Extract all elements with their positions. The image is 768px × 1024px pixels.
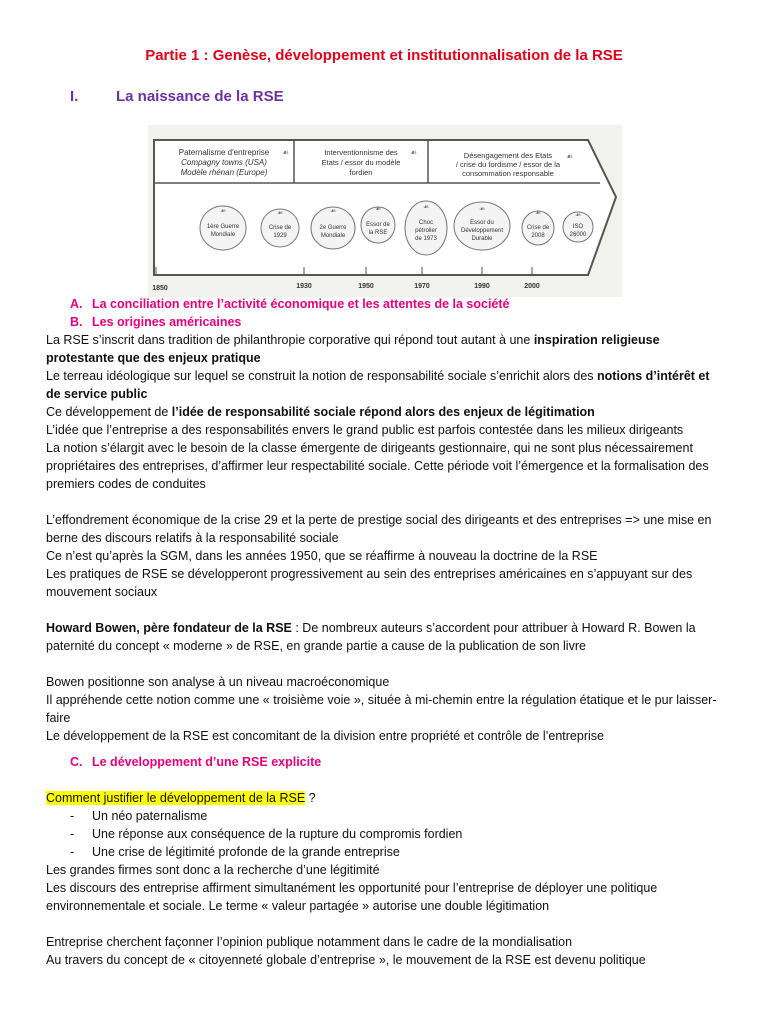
paragraph: La notion s’élargit avec le besoin de la classe émergente de dirigeants gestionnaire, qui ne sont plus nécessairement propriétaires des entreprises, d’affirmer leur respectabilité sociale. Cette période voit l’émergence et la formalisation des premiers codes de conduites — [46, 441, 709, 491]
event-3-line-1: 2e Guerre — [319, 225, 347, 231]
section-label: La naissance de la RSE — [116, 88, 284, 105]
list-item — [46, 807, 718, 825]
paragraph: Il appréhende cette notion comme une « troisième voie », située à mi-chemin entre la régulation étatique et le pur laisser-faire — [46, 693, 717, 725]
paragraph: Bowen positionne son analyse à un niveau macroéconomique — [46, 675, 390, 689]
paragraph: Le développement de la RSE est concomitant de la division entre propriété et contrôle de l’entreprise — [46, 729, 604, 743]
subheading-c-label: Le développement d’une RSE explicite — [92, 755, 322, 769]
paragraph: L’idée que l’entreprise a des responsabilités envers le grand public est parfois contestée dans les milieux dirigeants — [46, 423, 684, 437]
subheading-b-letter: B. — [70, 315, 83, 329]
paragraph: Ce n’est qu’après la SGM, dans les années 1950, que se réaffirme à nouveau la doctrine de la RSE — [46, 549, 598, 563]
subheading-c — [70, 755, 321, 769]
globe-icon: ☙ — [282, 148, 290, 157]
year-label: 1970 — [414, 283, 430, 290]
paragraph-bold: inspiration religieuse protestante que des enjeux pratique — [46, 333, 660, 365]
spacer — [46, 601, 718, 619]
globe-icon: ☙ — [219, 208, 227, 215]
globe-icon: ☙ — [276, 210, 284, 217]
period-1-line-1: Paternalisme d'entreprise — [178, 148, 270, 157]
event-1-line-2: Mondiale — [210, 232, 236, 238]
paragraph: Les grandes firmes sont donc a la recherche d’une légitimité — [46, 863, 380, 877]
globe-icon: ☙ — [422, 204, 430, 211]
paragraph: Entreprise cherchent façonner l’opinion publique notamment dans le cadre de la mondialisation — [46, 935, 573, 949]
page-title: Partie 1 : Genèse, développement et institutionnalisation de la RSE — [145, 47, 623, 64]
globe-icon: ☙ — [374, 206, 382, 213]
globe-icon: ☙ — [534, 210, 542, 217]
list-item-text: Une crise de légitimité profonde de la grande entreprise — [92, 845, 400, 859]
period-3-line-3: consommation responsable — [462, 169, 554, 178]
event-8-line-2: 26000 — [569, 232, 587, 238]
event-4-line-1: Essor de — [366, 222, 390, 228]
event-6-line-2: Développement — [460, 228, 504, 234]
paragraph: Les discours des entreprise affirment simultanément les opportunité pour l’entreprise de déployer une politique environnementale et sociale. Le terme « valeur partagée » autorise une double légitimation — [46, 881, 658, 913]
list-item-text: Une réponse aux conséquence de la rupture du compromis fordien — [92, 827, 463, 841]
highlighted-question: Comment justifier le développement de la RSE — [46, 791, 306, 805]
paragraph: Au travers du concept de « citoyenneté globale d’entreprise », le mouvement de la RSE est devenu politique — [46, 953, 646, 967]
period-2-line-1: Interventionnisme des — [324, 148, 398, 157]
subheading-a-label: La conciliation entre l’activité économique et les attentes de la société — [92, 297, 510, 311]
timeline-diagram — [148, 125, 622, 297]
paragraph-text: Le terreau idéologique sur lequel se construit la notion de responsabilité sociale s’enrichit alors des — [46, 369, 598, 383]
question-mark: ? — [305, 791, 316, 805]
rse-timeline-figure — [148, 125, 622, 297]
spacer — [46, 493, 718, 511]
paragraph-text: : De nombreux auteurs s’accordent pour attribuer à Howard R. Bowen la paternité du concept « moderne » de RSE, en grande partie a cause de la publication de son livre — [46, 621, 696, 653]
section-heading — [70, 88, 284, 105]
event-8-line-1: ISO — [572, 224, 584, 230]
paragraph-bold: l’idée de responsabilité sociale répond alors des enjeux de légitimation — [171, 405, 595, 419]
spacer — [46, 655, 718, 673]
event-2-line-1: Crise de — [268, 225, 292, 231]
event-6-line-3: Durable — [471, 236, 493, 242]
paragraph — [46, 331, 718, 367]
paragraph-bold: Howard Bowen, père fondateur de la RSE — [46, 621, 292, 635]
event-7-line-2: 2008 — [531, 233, 545, 239]
year-label: 2000 — [524, 283, 540, 290]
globe-icon: ☙ — [329, 208, 337, 215]
paragraph — [46, 619, 718, 655]
subheading-a-letter: A. — [70, 297, 83, 311]
period-3-line-2: / crise du fordisme / essor de la — [455, 160, 561, 169]
event-7-line-1: Crise de — [526, 225, 550, 231]
globe-icon: ☙ — [478, 206, 486, 213]
period-3-line-1: Désengagement des Etats — [463, 151, 553, 160]
paragraph-bold: notions d’intérêt et de service public — [46, 369, 710, 401]
subheading-a — [70, 297, 510, 311]
subheading-c-letter: C. — [70, 755, 83, 769]
event-6-line-1: Essor du — [470, 220, 494, 226]
list-item — [46, 843, 718, 861]
year-label: 1930 — [296, 283, 312, 290]
paragraph: L’effondrement économique de la crise 29 et la perte de prestige social des dirigeants et des entreprises => une mise en berne des discours relatifs à la responsabilité sociale — [46, 513, 712, 545]
paragraph-text: La RSE s’inscrit dans tradition de philanthropie corporative qui répond tout autant à une — [46, 333, 534, 347]
dash-bullet-icon: - — [70, 809, 75, 823]
event-3-line-2: Mondiale — [320, 233, 346, 239]
event-5-line-3: de 1973 — [415, 236, 437, 242]
dash-bullet-icon: - — [70, 845, 75, 859]
section-number: I. — [70, 88, 79, 105]
paragraph: Les pratiques de RSE se développeront progressivement au sein des entreprises américaines en s’appuyant sur des mouvement sociaux — [46, 567, 693, 599]
subheading-b-label: Les origines américaines — [92, 315, 242, 329]
event-4-line-2: la RSE — [368, 230, 388, 236]
subheading-b — [70, 315, 241, 329]
globe-icon: ☙ — [574, 212, 582, 219]
year-label: 1850 — [152, 285, 168, 292]
list-item — [46, 825, 718, 843]
globe-icon: ☙ — [566, 152, 574, 161]
period-2-line-3: fordien — [349, 168, 373, 177]
year-label: 1950 — [358, 283, 374, 290]
period-1-line-3: Modèle rhénan (Europe) — [180, 168, 268, 177]
dash-bullet-icon: - — [70, 827, 75, 841]
event-5-line-1: Choc — [418, 220, 434, 226]
bullet-list — [46, 807, 718, 861]
period-1-line-2: Compagny towns (USA) — [181, 158, 267, 167]
paragraph — [46, 367, 718, 403]
event-5-line-2: pétrolier — [415, 228, 437, 234]
year-label: 1990 — [474, 283, 490, 290]
body-text-explicit — [46, 789, 718, 969]
question-line — [46, 789, 718, 807]
body-text-origins — [46, 331, 718, 745]
event-1-line-1: 1ère Guerre — [206, 224, 240, 230]
list-item-text: Un néo paternalisme — [92, 809, 208, 823]
paragraph — [46, 403, 718, 421]
event-2-line-2: 1929 — [273, 233, 287, 239]
spacer — [46, 915, 718, 933]
globe-icon: ☙ — [410, 148, 418, 157]
paragraph-text: Ce développement de — [46, 405, 172, 419]
period-2-line-2: Etats / essor du modèle — [321, 158, 401, 167]
